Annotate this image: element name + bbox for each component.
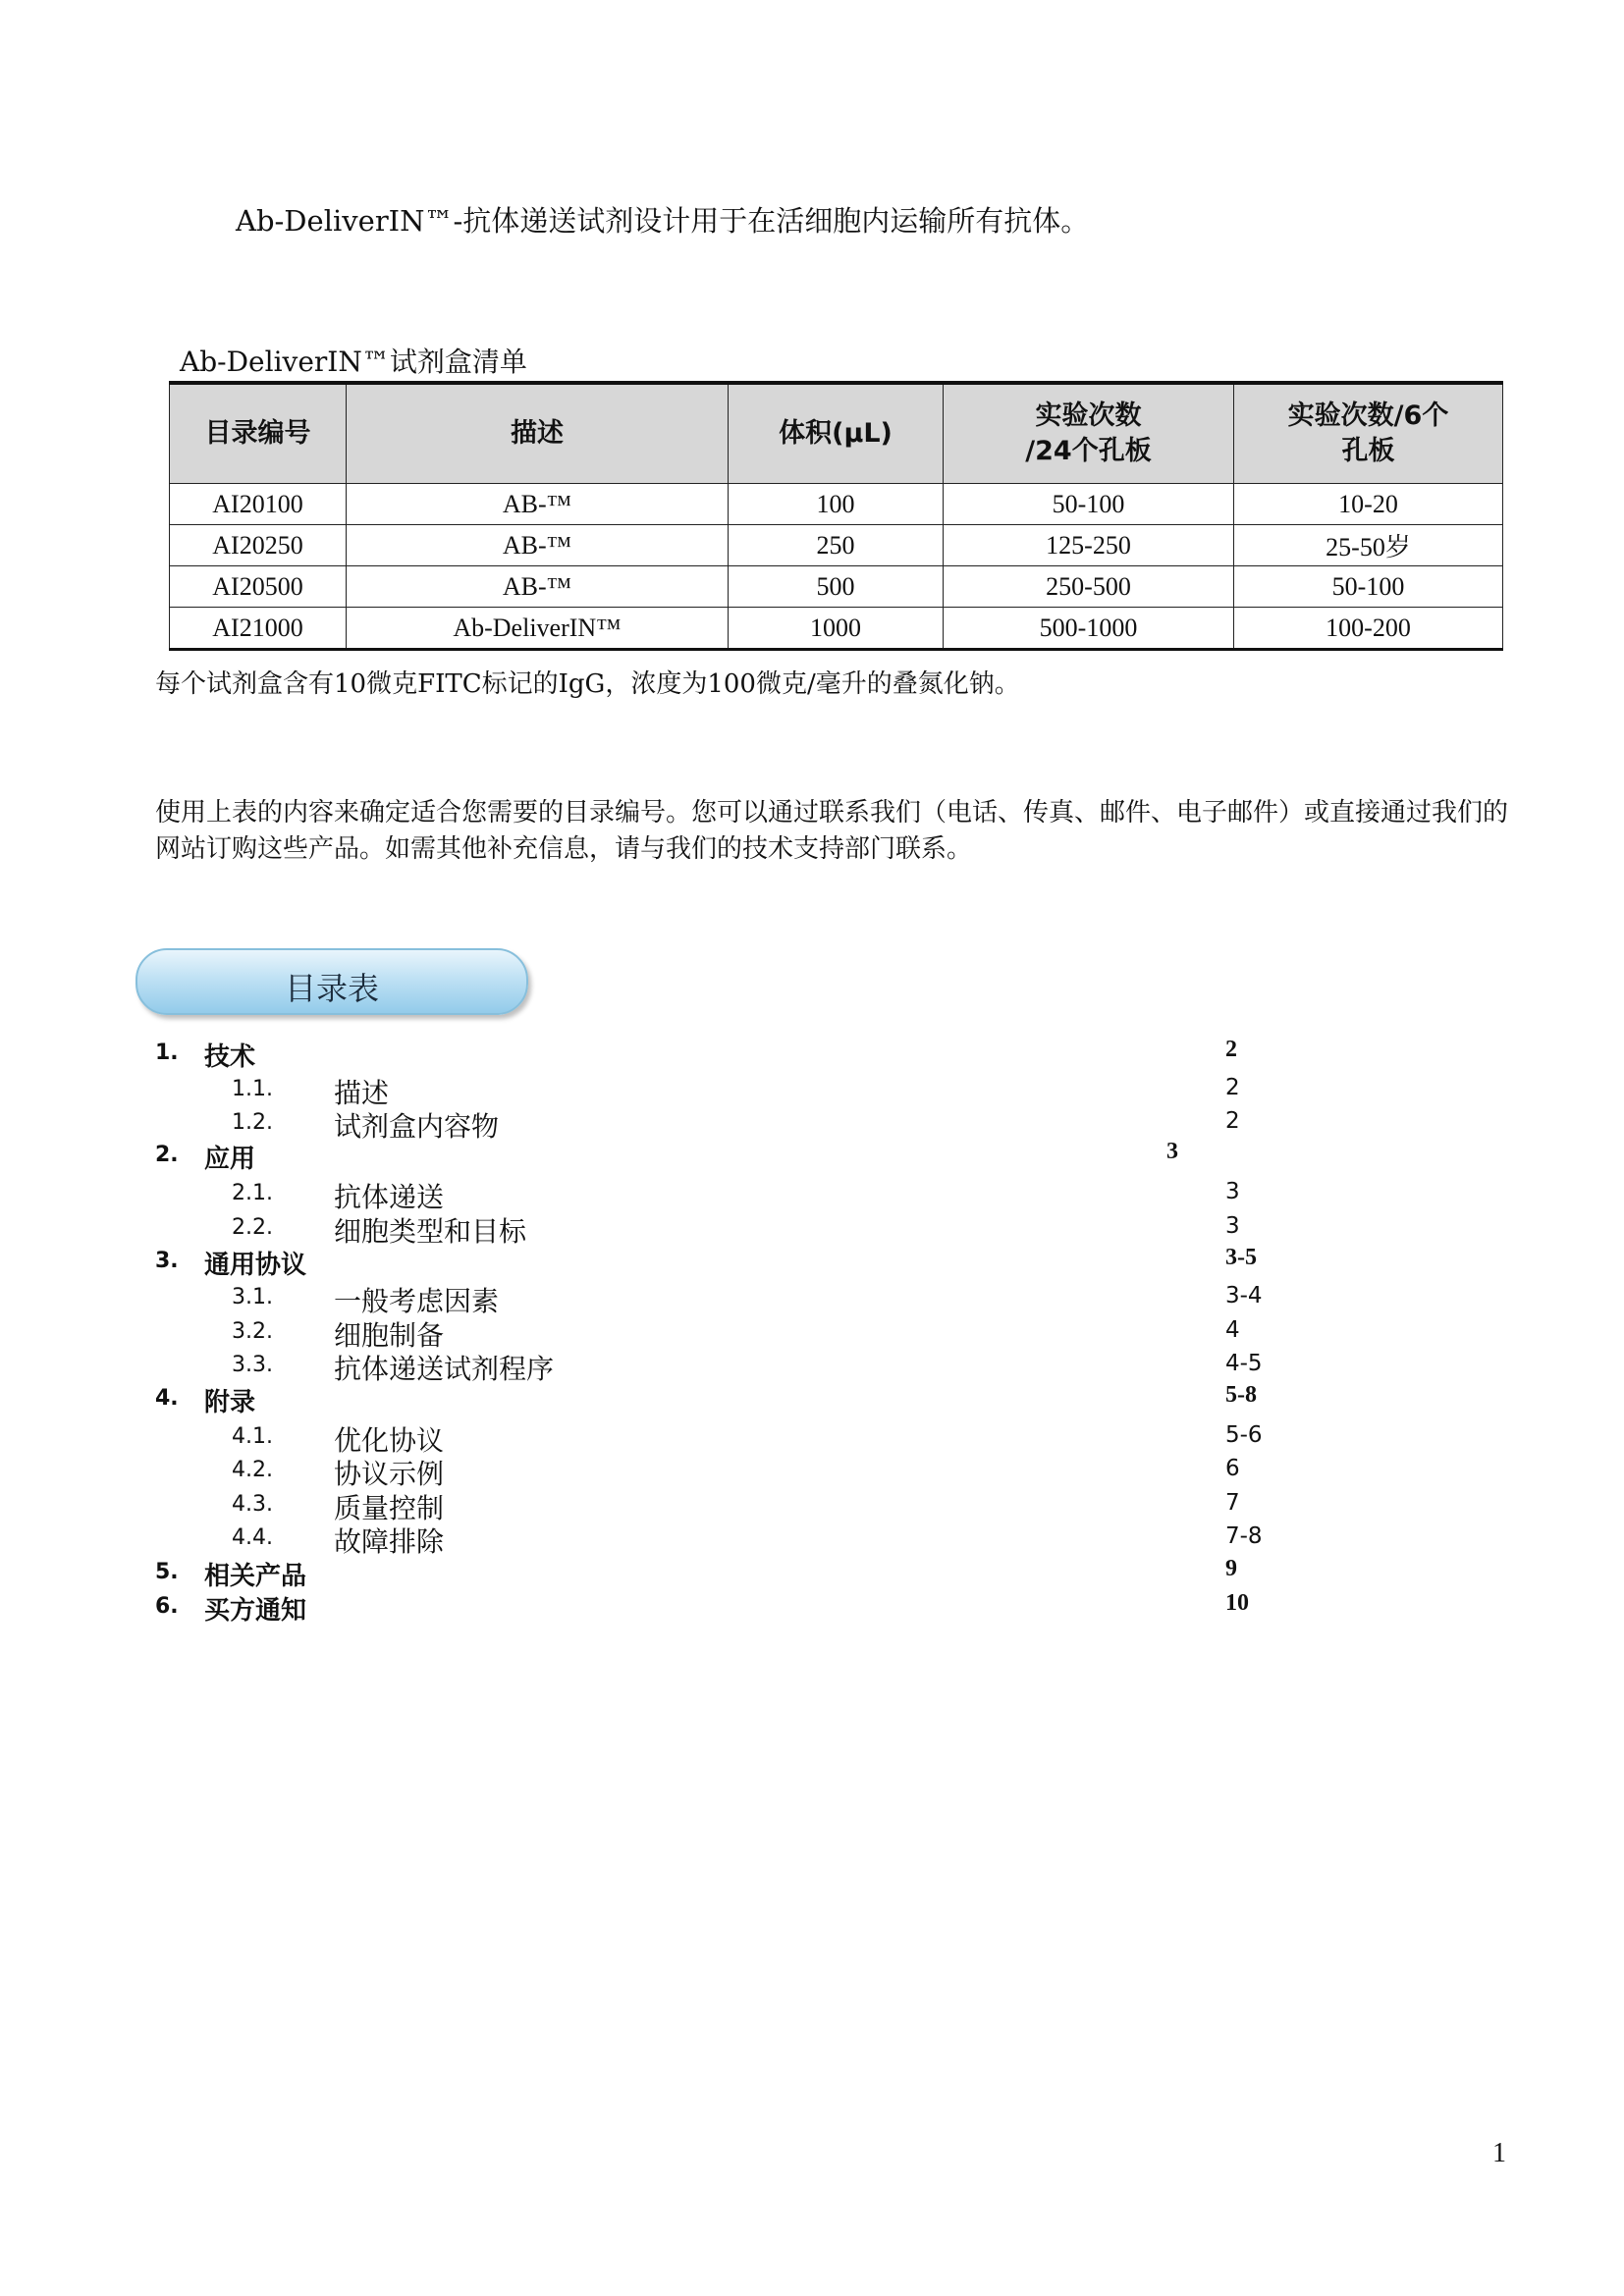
toc-entry-title: 抗体递送试剂程序	[334, 1353, 555, 1385]
toc-section-entry[interactable]	[0, 1139, 1624, 1172]
toc-entry-title: 通用协议	[204, 1251, 307, 1280]
col-header-description: 描述	[347, 383, 729, 484]
toc-entry-number: 1.2.	[232, 1110, 273, 1135]
toc-entry-title: 技术	[204, 1042, 256, 1072]
table-cell: 250	[729, 525, 944, 566]
toc-section-entry[interactable]	[0, 1590, 1624, 1624]
toc-section-entry[interactable]	[0, 1037, 1624, 1070]
table-cell: AB-™	[347, 566, 729, 608]
toc-entry-page: 2	[1225, 1075, 1240, 1100]
toc-subsection-entry[interactable]	[0, 1453, 1624, 1490]
toc-subsection-entry[interactable]	[0, 1105, 1624, 1143]
toc-banner	[135, 948, 528, 1015]
toc-entry-title: 试剂盒内容物	[334, 1110, 500, 1143]
table-cell: AI20100	[170, 484, 347, 525]
table-row	[170, 525, 1503, 566]
toc-entry-page: 3	[1225, 1179, 1240, 1204]
toc-entry-title: 买方通知	[204, 1596, 307, 1626]
toc-entry-title: 故障排除	[334, 1525, 445, 1558]
toc-entry-title: 应用	[204, 1145, 256, 1174]
toc-entry-number: 4.3.	[232, 1492, 273, 1517]
table-caption: Ab-DeliverIN™试剂盒清单	[180, 346, 527, 378]
toc-entry-title: 细胞类型和目标	[334, 1215, 527, 1248]
toc-entry-title: 协议示例	[334, 1458, 445, 1490]
toc-subsection-entry[interactable]	[0, 1419, 1624, 1457]
kit-contents-table	[169, 381, 1503, 651]
table-cell: AI20250	[170, 525, 347, 566]
toc-entry-page: 4	[1225, 1317, 1240, 1343]
toc-subsection-entry[interactable]	[0, 1348, 1624, 1385]
table-cell: 500	[729, 566, 944, 608]
toc-entry-number: 4.2.	[232, 1458, 273, 1482]
table-cell: 10-20	[1234, 484, 1503, 525]
toc-entry-number: 4.4.	[232, 1525, 273, 1550]
table-cell: AB-™	[347, 525, 729, 566]
col-header-runs-6well: 实验次数/6个 孔板	[1234, 383, 1503, 484]
toc-entry-page: 6	[1225, 1456, 1240, 1481]
table-cell: 500-1000	[944, 608, 1234, 650]
toc-subsection-entry[interactable]	[0, 1521, 1624, 1558]
table-cell: AB-™	[347, 484, 729, 525]
toc-entry-page: 7	[1225, 1490, 1240, 1516]
toc-entry-number: 1.	[155, 1041, 179, 1065]
table-cell: 50-100	[944, 484, 1234, 525]
toc-entry-number: 6.	[155, 1594, 179, 1619]
table-cell: 25-50岁	[1234, 525, 1503, 566]
toc-entry-title: 相关产品	[204, 1562, 307, 1591]
toc-entry-title: 抗体递送	[334, 1181, 445, 1213]
toc-subsection-entry[interactable]	[0, 1280, 1624, 1317]
toc-subsection-entry[interactable]	[0, 1314, 1624, 1352]
toc-subsection-entry[interactable]	[0, 1210, 1624, 1248]
toc-entry-number: 2.	[155, 1143, 179, 1167]
toc-entry-number: 5.	[155, 1560, 179, 1584]
table-cell: 125-250	[944, 525, 1234, 566]
toc-section-entry[interactable]	[0, 1382, 1624, 1415]
table-row	[170, 566, 1503, 608]
toc-entry-title: 细胞制备	[334, 1319, 445, 1352]
toc-section-entry[interactable]	[0, 1245, 1624, 1278]
col-header-runs-24well: 实验次数 /24个孔板	[944, 383, 1234, 484]
toc-entry-number: 2.2.	[232, 1215, 273, 1240]
toc-entry-title: 质量控制	[334, 1492, 445, 1524]
table-row	[170, 484, 1503, 525]
table-cell: AI21000	[170, 608, 347, 650]
toc-entry-page: 3	[1225, 1213, 1240, 1239]
toc-entry-page: 2	[1225, 1108, 1240, 1134]
table-footnote: 每个试剂盒含有10微克FITC标记的IgG，浓度为100微克/毫升的叠氮化钠。	[155, 669, 1020, 699]
toc-entry-page: 3-5	[1225, 1245, 1257, 1270]
toc-entry-number: 4.1.	[232, 1424, 273, 1449]
toc-entry-page: 3	[1166, 1139, 1178, 1164]
toc-entry-number: 2.1.	[232, 1181, 273, 1205]
intro-text: Ab-DeliverIN™-抗体递送试剂设计用于在活细胞内运输所有抗体。	[236, 204, 1090, 238]
toc-entry-number: 3.2.	[232, 1319, 273, 1344]
table-cell: Ab-DeliverIN™	[347, 608, 729, 650]
toc-entry-title: 优化协议	[334, 1424, 445, 1457]
table-cell: AI20500	[170, 566, 347, 608]
toc-entry-title: 附录	[204, 1388, 256, 1417]
table-cell: 1000	[729, 608, 944, 650]
toc-entry-page: 4-5	[1225, 1351, 1263, 1376]
toc-entry-page: 10	[1225, 1590, 1249, 1616]
page-number: 1	[1492, 2138, 1506, 2168]
toc-entry-page: 5-6	[1225, 1422, 1263, 1448]
table-cell: 100	[729, 484, 944, 525]
toc-entry-number: 4.	[155, 1386, 179, 1411]
toc-entry-page: 9	[1225, 1556, 1237, 1581]
toc-entry-number: 3.1.	[232, 1285, 273, 1309]
col-header-catalog: 目录编号	[170, 383, 347, 484]
toc-entry-page: 7-8	[1225, 1523, 1263, 1549]
ordering-paragraph: 使用上表的内容来确定适合您需要的目录编号。您可以通过联系我们（电话、传真、邮件、电子邮件）或直接通过我们的网站订购这些产品。如需其他补充信息，请与我们的技术支持部门联系。	[155, 798, 1509, 864]
toc-entry-title: 一般考虑因素	[334, 1285, 500, 1317]
toc-subsection-entry[interactable]	[0, 1072, 1624, 1109]
toc-section-entry[interactable]	[0, 1556, 1624, 1589]
table-cell: 100-200	[1234, 608, 1503, 650]
table-cell: 50-100	[1234, 566, 1503, 608]
table-header-row	[170, 383, 1503, 484]
toc-entry-page: 3-4	[1225, 1283, 1263, 1308]
col-header-volume: 体积(µL)	[729, 383, 944, 484]
toc-title: 目录表	[284, 970, 379, 1007]
toc-entry-title: 描述	[334, 1077, 390, 1109]
toc-entry-number: 3.	[155, 1249, 179, 1273]
table-row	[170, 608, 1503, 650]
toc-entry-page: 5-8	[1225, 1382, 1257, 1408]
toc-entry-page: 2	[1225, 1037, 1237, 1062]
toc-subsection-entry[interactable]	[0, 1487, 1624, 1524]
table-cell: 250-500	[944, 566, 1234, 608]
toc-entry-number: 3.3.	[232, 1353, 273, 1377]
toc-entry-number: 1.1.	[232, 1077, 273, 1101]
toc-subsection-entry[interactable]	[0, 1176, 1624, 1213]
